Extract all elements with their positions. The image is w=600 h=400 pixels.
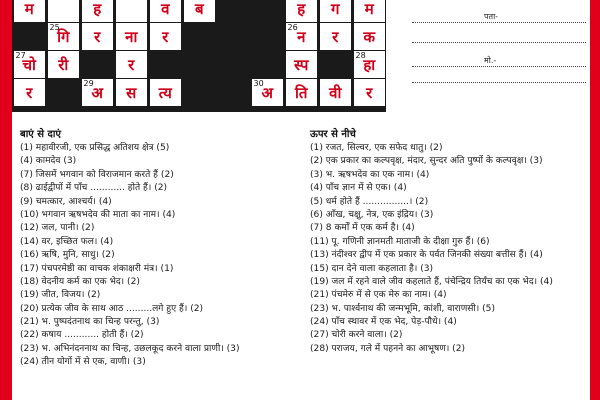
cell-letter: ह xyxy=(297,0,306,18)
cell-letter: र xyxy=(128,56,135,74)
grid-cell[interactable] xyxy=(286,79,318,106)
across-clue: (1) महावीरजी, एक प्रसिद्ध अतिशय क्षेत्र (5) xyxy=(20,143,170,153)
across-clue: (8) ढाईद्वीपों में पाँच ............ होते हैं। (2) xyxy=(20,183,168,194)
crossword-grid xyxy=(12,0,386,112)
down-clue: (19) जल में रहने वाले जीव कहलाते हैं, पंचेन्द्रिय तिर्यंच का एक भेद। (4) xyxy=(310,276,553,287)
grid-cell[interactable] xyxy=(14,0,46,22)
down-clue: (3) भ. ऋषभदेव का एक नाम। (4) xyxy=(310,169,430,180)
mobile-line-1[interactable] xyxy=(412,66,586,67)
cell-letter: स xyxy=(126,84,137,102)
cell-letter: र xyxy=(332,28,339,46)
across-clue: (23) भ. अभिनंदननाथ का चिन्ह, उछलकूद करने वाला प्राणी। (3) xyxy=(20,343,240,354)
address-line-2[interactable] xyxy=(412,42,586,43)
across-clues xyxy=(20,127,300,370)
down-clue: (28) पराजय, गले में पहनने का आभूषण। (2) xyxy=(310,343,466,354)
grid-cell[interactable] xyxy=(286,51,318,78)
grid-cell-black xyxy=(320,51,352,78)
grid-cell[interactable] xyxy=(116,51,148,78)
grid-cell[interactable] xyxy=(14,51,46,78)
grid-cell-black xyxy=(184,51,216,78)
cell-number: 29 xyxy=(83,79,94,88)
grid-cell-black xyxy=(252,0,284,22)
down-clue: (4) पाँच ज्ञान में से एक। (4) xyxy=(310,183,407,194)
cell-number: 25 xyxy=(49,23,60,32)
grid-cell[interactable] xyxy=(320,23,352,50)
down-clue: (5) धर्म होते हैं ................। (2) xyxy=(310,196,429,207)
grid-cell[interactable] xyxy=(286,0,318,22)
cell-letter: र xyxy=(94,28,101,46)
across-clue: (22) कषाय ............ होती हैं। (2) xyxy=(20,330,144,341)
grid-cell[interactable] xyxy=(116,79,148,106)
grid-cell-black xyxy=(48,79,80,106)
grid-cell-black xyxy=(150,51,182,78)
across-title: बाएं से दाएं xyxy=(20,129,61,140)
grid-cell[interactable] xyxy=(354,79,386,106)
grid-cell[interactable] xyxy=(320,0,352,22)
across-clue: (17) पंचपरमेष्ठी का वाचक शंकाक्षरी मंत्र। (1) xyxy=(20,263,174,274)
cell-letter: र xyxy=(366,84,373,102)
across-clue-list xyxy=(20,142,300,370)
cell-letter: ह xyxy=(93,0,102,18)
address-label: पता- xyxy=(484,12,499,21)
cell-letter: त्य xyxy=(158,84,172,102)
across-clue: (7) जिसमें भगवान को विराजमान करते हैं (2) xyxy=(20,169,174,180)
grid-cell[interactable] xyxy=(48,0,80,22)
down-clue: (13) नंदीश्वर द्वीप में एक प्रकार के पर्वत जिनकी संख्या बत्तीस हैं। (4) xyxy=(310,250,543,261)
cell-letter: हा xyxy=(363,56,376,74)
down-clue: (6) आँख, चक्षु, नेत्र, एक इंद्रिय। (3) xyxy=(310,209,434,220)
grid-cell[interactable] xyxy=(150,79,182,106)
cell-number: 28 xyxy=(355,51,366,60)
cell-letter: चो xyxy=(22,56,36,74)
cell-letter: ग xyxy=(331,0,340,18)
grid-cell-black xyxy=(184,79,216,106)
across-clue: (19) जीत, विजय। (2) xyxy=(20,290,101,301)
down-clue: (15) दान देने वाला कहलाता है। (3) xyxy=(310,263,434,274)
grid-cell[interactable] xyxy=(354,51,386,78)
across-clue: (4) कामदेव (3) xyxy=(20,156,77,167)
right-red-border xyxy=(590,0,600,400)
down-clue: (24) पाँच स्थावर में एक भेद, पेड़-पौधे। (4) xyxy=(310,317,457,328)
grid-cell-black xyxy=(218,79,250,106)
across-clue: (16) ऋषि, मुनि, साधु। (2) xyxy=(20,250,115,261)
cell-letter: र xyxy=(26,84,33,102)
grid-cell-black xyxy=(218,0,250,22)
across-clue: (21) भ. पुष्पदंतनाथ का चिन्ह परन्तु, (3) xyxy=(20,317,160,328)
cell-letter: वी xyxy=(329,84,342,102)
across-clue: (14) वर, इच्छित फल। (4) xyxy=(20,236,114,247)
down-clues xyxy=(310,127,590,356)
grid-cell[interactable] xyxy=(82,23,114,50)
cell-letter: व xyxy=(161,0,170,18)
cell-letter: अ xyxy=(91,84,103,102)
grid-cell[interactable] xyxy=(252,79,284,106)
grid-cell[interactable] xyxy=(48,51,80,78)
grid-cell[interactable] xyxy=(48,23,80,50)
down-title: ऊपर से नीचे xyxy=(310,129,356,140)
grid-cell[interactable] xyxy=(82,79,114,106)
cell-letter: म xyxy=(24,0,34,18)
grid-cell[interactable] xyxy=(150,0,182,22)
down-clue: (1) रजत, सिल्वर, एक सफेद धातु। (2) xyxy=(310,143,443,153)
grid-cell[interactable] xyxy=(116,23,148,50)
cell-letter: न xyxy=(297,28,306,46)
mobile-line-2[interactable] xyxy=(412,82,586,83)
grid-cell[interactable] xyxy=(184,0,216,22)
cell-number: 26 xyxy=(287,23,298,32)
grid-cell-black xyxy=(82,51,114,78)
grid-cell[interactable] xyxy=(354,0,386,22)
cell-letter: री xyxy=(58,56,69,74)
grid-cell-black xyxy=(218,23,250,50)
across-clue: (24) तीन योगों में से एक, वाणी। (3) xyxy=(20,357,146,368)
cell-letter: स्प xyxy=(294,56,309,74)
address-line-1[interactable] xyxy=(412,22,586,23)
down-clue: (2) एक प्रकार का कल्पवृक्ष, मंदार, सुन्दर अति पुष्पों के कल्पवृक्ष। (3) xyxy=(310,156,543,167)
across-clue: (20) प्रत्येक जीव के साथ आठ .........लगे हुए हैं। (2) xyxy=(20,303,204,314)
mobile-label: मो.- xyxy=(484,56,497,65)
grid-cell[interactable] xyxy=(150,23,182,50)
down-clue: (23) भ. पार्श्वनाथ की जन्मभूमि, कांशी, वाराणसी। (5) xyxy=(310,303,495,314)
grid-cell[interactable] xyxy=(286,23,318,50)
cell-letter: र xyxy=(162,28,169,46)
cell-number: 27 xyxy=(15,51,26,60)
across-clue: (12) जल, पानी। (2) xyxy=(20,223,95,234)
down-clue: (27) चोरी करने वाला। (2) xyxy=(310,330,403,341)
down-clue: (21) पंचमेरु में से एक मेरु का नाम। (4) xyxy=(310,290,447,301)
left-red-border xyxy=(0,0,12,400)
across-clue: (10) भगवान ऋषभदेव की माता का नाम। (4) xyxy=(20,209,176,220)
down-clue: (7) 8 कर्मों में एक कर्म है। (4) xyxy=(310,223,415,234)
cell-letter: अ xyxy=(261,84,273,102)
grid-cell-black xyxy=(14,23,46,50)
cell-letter: गि xyxy=(57,28,70,46)
cell-letter: म xyxy=(364,0,374,18)
grid-cell-black xyxy=(252,23,284,50)
grid-cell-black xyxy=(252,51,284,78)
cell-letter: ब xyxy=(194,0,204,18)
grid-cell[interactable] xyxy=(354,23,386,50)
across-clue: (9) चमत्कार, आश्चर्य। (4) xyxy=(20,196,112,207)
cell-number: 30 xyxy=(253,79,264,88)
down-clue: (11) पू. गणिनी ज्ञानमती माताजी के दीक्षा गुरु हैं। (6) xyxy=(310,236,490,247)
grid-cell-black xyxy=(218,51,250,78)
grid-cell[interactable] xyxy=(82,0,114,22)
grid-cell-black xyxy=(184,23,216,50)
grid-cell[interactable] xyxy=(14,79,46,106)
grid-cell[interactable] xyxy=(320,79,352,106)
grid-cell[interactable] xyxy=(116,0,148,22)
down-clue-list xyxy=(310,142,590,356)
across-clue: (18) वेदनीय कर्म का एक भेद। (2) xyxy=(20,276,140,287)
cell-letter: ति xyxy=(295,84,308,102)
cell-letter: क xyxy=(363,28,376,46)
cell-letter: ना xyxy=(125,28,138,46)
